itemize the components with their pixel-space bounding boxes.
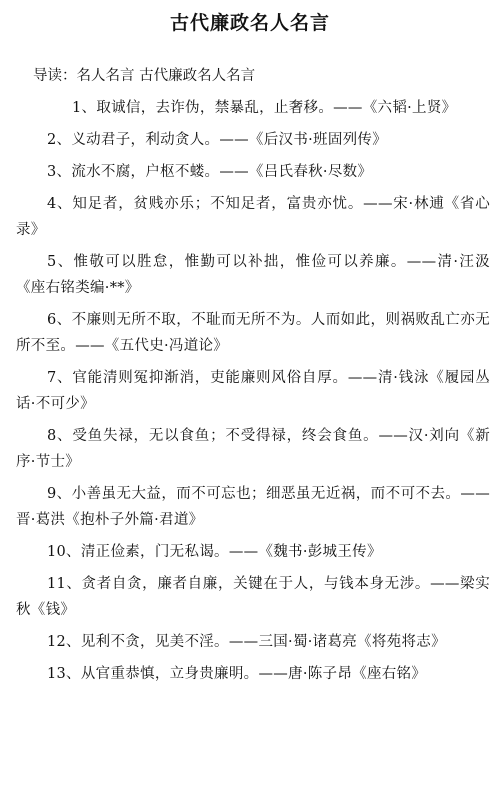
quote-item: 1、取诚信，去诈伪，禁暴乱，止奢移。——《六韬·上贤》: [72, 100, 457, 116]
document-title: 古代廉政名人名言: [169, 12, 330, 34]
quote-item: 11、贪者自贪，廉者自廉，关键在于人，与钱本身无涉。——梁实秋《钱》: [16, 576, 490, 618]
quote-item: 5、惟敬可以胜怠，惟勤可以补拙，惟俭可以养廉。——清·汪汲《座右铭类编·**》: [16, 254, 490, 296]
quote-item: 7、官能清则冤抑渐消，吏能廉则风俗自厚。——清·钱泳《履园丛话·不可少》: [16, 370, 490, 412]
quote-item: 6、不廉则无所不取，不耻而无所不为。人而如此，则祸败乱亡亦无所不至。——《五代史·冯道论》: [16, 312, 490, 354]
quote-item: 13、从官重恭慎，立身贵廉明。——唐·陈子昂《座右铭》: [47, 666, 427, 682]
quote-item: 2、义动君子，利动贪人。——《后汉书·班固列传》: [47, 132, 388, 148]
quote-item: 10、清正俭素，门无私谒。——《魏书·彭城王传》: [47, 544, 382, 560]
quote-item: 9、小善虽无大益，而不可忘也；细恶虽无近祸，而不可不去。——晋·葛洪《抱朴子外篇·君道》: [16, 486, 490, 528]
guide-text: 导读：名人名言 古代廉政名人名言: [33, 68, 256, 84]
quote-item: 4、知足者，贫贱亦乐；不知足者，富贵亦忧。——宋·林逋《省心录》: [16, 196, 490, 238]
quote-item: 12、见利不贪，见美不淫。——三国·蜀·诸葛亮《将苑将志》: [47, 634, 446, 650]
quote-item: 8、受鱼失禄，无以食鱼；不受得禄，终会食鱼。——汉·刘向《新序·节士》: [16, 428, 490, 470]
quote-item: 3、流水不腐，户枢不蝼。——《吕氏春秋·尽数》: [47, 164, 373, 180]
quote-list: [16, 95, 490, 693]
